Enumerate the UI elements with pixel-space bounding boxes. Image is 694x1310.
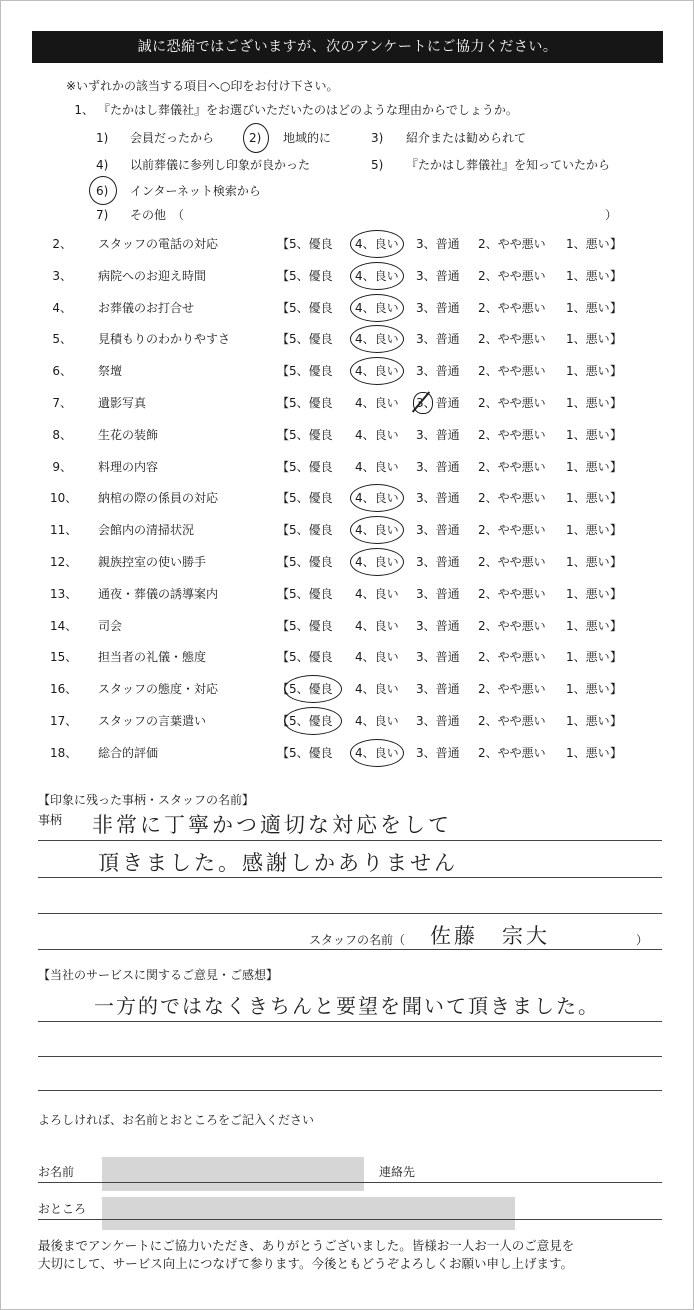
rating-good-label: 4、良い (355, 237, 399, 251)
rating-average-label: 3、普通 (416, 364, 460, 378)
impression-line-1 (38, 840, 662, 841)
rating-average-label: 3、普通 (416, 650, 460, 664)
rating-selected-circle (350, 357, 404, 385)
rating-bad-label: 1、悪い (566, 619, 610, 633)
rating-bracket-close: 】 (610, 555, 623, 569)
q1-option-2-label: 地域的に (283, 131, 332, 145)
rating-average-label: 3、普通 (416, 460, 460, 474)
rating-selected-circle (350, 484, 404, 512)
rating-bracket-open: 【 (277, 682, 290, 696)
rating-bracket-open: 【 (277, 364, 290, 378)
staff-name-close: ） (636, 933, 649, 947)
rating-average-label: 3、普通 (416, 714, 460, 728)
rating-bracket-close: 】 (610, 460, 623, 474)
rating-row-label: スタッフの言葉遣い (98, 714, 207, 728)
rating-excellent-label: 5、優良 (289, 619, 333, 633)
contact-prompt: よろしければ、お名前とおところをご記入ください (38, 1113, 315, 1127)
rating-row-number: 11、 (50, 523, 78, 537)
rating-bracket-close: 】 (610, 619, 623, 633)
rating-somewhat-bad-label: 2、やや悪い (478, 269, 546, 283)
address-underline (38, 1219, 662, 1220)
rating-good-label: 4、良い (355, 714, 399, 728)
rating-row-number: 8、 (52, 428, 72, 442)
rating-bracket-open: 【 (277, 587, 290, 601)
q1-option-7-num: 7) (96, 208, 109, 222)
name-field-redacted (102, 1157, 364, 1191)
rating-average-label: 3、普通 (416, 523, 460, 537)
q1-option-4-label: 以前葬儀に参列し印象が良かった (130, 158, 311, 172)
rating-good-label: 4、良い (355, 269, 399, 283)
rating-somewhat-bad-label: 2、やや悪い (478, 301, 546, 315)
rating-excellent-label: 5、優良 (289, 237, 333, 251)
rating-row-label: 司会 (98, 619, 123, 633)
rating-bad-label: 1、悪い (566, 396, 610, 410)
phone-label: 連絡先 (379, 1165, 416, 1179)
impression-line-3 (38, 913, 662, 914)
impression-line-2 (38, 877, 662, 878)
q1-option-3-num: 3) (371, 131, 384, 145)
rating-row-label: 総合的評価 (98, 746, 159, 760)
rating-row-number: 14、 (50, 619, 78, 633)
rating-bracket-close: 】 (610, 301, 623, 315)
rating-bad-label: 1、悪い (566, 650, 610, 664)
rating-bad-label: 1、悪い (566, 301, 610, 315)
rating-somewhat-bad-label: 2、やや悪い (478, 237, 546, 251)
rating-excellent-label: 5、優良 (289, 332, 333, 346)
rating-bad-label: 1、悪い (566, 523, 610, 537)
rating-average-label: 3、普通 (416, 746, 460, 760)
rating-somewhat-bad-label: 2、やや悪い (478, 428, 546, 442)
rating-bracket-open: 【 (277, 619, 290, 633)
rating-selected-circle (350, 548, 404, 576)
rating-somewhat-bad-label: 2、やや悪い (478, 460, 546, 474)
rating-bracket-open: 【 (277, 428, 290, 442)
rating-good-label: 4、良い (355, 396, 399, 410)
rating-row-number: 3、 (52, 269, 72, 283)
impression-handwriting-2: 頂きました。感謝しかありません (98, 851, 458, 875)
rating-average-label: 3、普通 (416, 269, 460, 283)
rating-somewhat-bad-label: 2、やや悪い (478, 587, 546, 601)
impression-label: 事柄 (38, 813, 63, 827)
rating-average-label: 3、普通 (416, 682, 460, 696)
name-label: お名前 (38, 1165, 75, 1179)
rating-somewhat-bad-label: 2、やや悪い (478, 332, 546, 346)
staff-name-label: スタッフの名前（ (309, 933, 406, 947)
rating-bracket-close: 】 (610, 269, 623, 283)
opinion-line-1 (38, 1021, 662, 1022)
opinion-title: 【当社のサービスに関するご意見・ご感想】 (38, 968, 279, 982)
rating-selected-circle (350, 516, 404, 544)
rating-row-number: 2、 (52, 237, 72, 251)
rating-bracket-close: 】 (610, 714, 623, 728)
rating-good-label: 4、良い (355, 491, 399, 505)
rating-row-number: 4、 (52, 301, 72, 315)
rating-somewhat-bad-label: 2、やや悪い (478, 523, 546, 537)
instruction-note: ※いずれかの該当する項目へ○印をお付け下さい。 (66, 79, 339, 93)
rating-good-label: 4、良い (355, 587, 399, 601)
rating-row-number: 9、 (52, 460, 72, 474)
rating-bracket-open: 【 (277, 746, 290, 760)
rating-excellent-label: 5、優良 (289, 491, 333, 505)
rating-bad-label: 1、悪い (566, 237, 610, 251)
address-label: おところ (38, 1202, 87, 1216)
rating-bad-label: 1、悪い (566, 364, 610, 378)
opinion-line-3 (38, 1090, 662, 1091)
rating-bracket-open: 【 (277, 237, 290, 251)
q1-option-5-label: 『たかはし葬儀社』を知っていたから (406, 158, 611, 172)
rating-bracket-close: 】 (610, 650, 623, 664)
rating-average-label: 3、普通 (416, 428, 460, 442)
rating-excellent-label: 5、優良 (289, 364, 333, 378)
rating-excellent-label: 5、優良 (289, 682, 333, 696)
rating-somewhat-bad-label: 2、やや悪い (478, 364, 546, 378)
rating-row-number: 15、 (50, 650, 78, 664)
q1-option-6-label: インターネット検索から (130, 184, 261, 198)
rating-row-number: 17、 (50, 714, 78, 728)
rating-average-label: 3、普通 (416, 301, 460, 315)
rating-good-label: 4、良い (355, 523, 399, 537)
rating-excellent-label: 5、優良 (289, 587, 333, 601)
staff-name-handwriting: 佐藤 宗大 (430, 924, 550, 948)
rating-good-label: 4、良い (355, 364, 399, 378)
rating-bracket-close: 】 (610, 396, 623, 410)
rating-excellent-label: 5、優良 (289, 460, 333, 474)
rating-excellent-label: 5、優良 (289, 650, 333, 664)
rating-row-label: 担当者の礼儀・態度 (98, 650, 207, 664)
rating-average-label: 3、普通 (416, 555, 460, 569)
rating-selected-circle (350, 739, 404, 767)
rating-bracket-close: 】 (610, 682, 623, 696)
rating-bracket-open: 【 (277, 301, 290, 315)
rating-row-label: 生花の装飾 (98, 428, 159, 442)
q1-option-6-circle (89, 176, 117, 205)
rating-bracket-close: 】 (610, 364, 623, 378)
q1-option-2-circle (243, 123, 269, 153)
q1-option-4-num: 4) (96, 158, 109, 172)
rating-row-label: 病院へのお迎え時間 (98, 269, 207, 283)
rating-bracket-close: 】 (610, 587, 623, 601)
rating-bracket-open: 【 (277, 460, 290, 474)
q1-option-1-label: 会員だったから (130, 131, 215, 145)
rating-excellent-label: 5、優良 (289, 714, 333, 728)
q1-option-6-num: 6) (96, 184, 109, 198)
rating-row-number: 10、 (50, 491, 78, 505)
rating-somewhat-bad-label: 2、やや悪い (478, 555, 546, 569)
rating-good-label: 4、良い (355, 332, 399, 346)
q1-option-2-num: 2) (249, 131, 262, 145)
rating-excellent-label: 5、優良 (289, 746, 333, 760)
rating-average-label: 3、普通 (416, 332, 460, 346)
rating-good-label: 4、良い (355, 746, 399, 760)
rating-good-label: 4、良い (355, 428, 399, 442)
rating-excellent-label: 5、優良 (289, 555, 333, 569)
rating-scribble-mark (413, 392, 433, 414)
rating-bad-label: 1、悪い (566, 491, 610, 505)
q1-option-5-num: 5) (371, 158, 384, 172)
q1-option-3-label: 紹介または勧められて (406, 131, 527, 145)
rating-somewhat-bad-label: 2、やや悪い (478, 746, 546, 760)
rating-average-label: 3、普通 (416, 396, 460, 410)
opinion-line-2 (38, 1056, 662, 1057)
rating-bracket-open: 【 (277, 714, 290, 728)
rating-excellent-label: 5、優良 (289, 269, 333, 283)
rating-good-label: 4、良い (355, 619, 399, 633)
rating-row-label: 通夜・葬儀の誘導案内 (98, 587, 219, 601)
rating-bracket-open: 【 (277, 269, 290, 283)
rating-bracket-close: 】 (610, 523, 623, 537)
rating-somewhat-bad-label: 2、やや悪い (478, 619, 546, 633)
rating-row-label: スタッフの態度・対応 (98, 682, 219, 696)
rating-bracket-open: 【 (277, 332, 290, 346)
rating-row-label: 祭壇 (98, 364, 123, 378)
rating-row-number: 7、 (52, 396, 72, 410)
footer-line-1: 最後までアンケートにご協力いただき、ありがとうございました。皆様お一人お一人のご意見を (38, 1238, 575, 1253)
rating-average-label: 3、普通 (416, 237, 460, 251)
rating-good-label: 4、良い (355, 650, 399, 664)
opinion-handwriting: 一方的ではなくきちんと要望を聞いて頂きました。 (94, 994, 600, 1018)
q1-option-7-close: ） (605, 208, 618, 222)
q1-text: 『たかはし葬儀社』をお選びいただいたのはどのような理由からでしょうか。 (98, 103, 518, 117)
rating-excellent-label: 5、優良 (289, 428, 333, 442)
rating-bad-label: 1、悪い (566, 460, 610, 474)
rating-average-label: 3、普通 (416, 619, 460, 633)
rating-row-label: スタッフの電話の対応 (98, 237, 219, 251)
rating-good-label: 4、良い (355, 460, 399, 474)
address-field-redacted (102, 1197, 515, 1230)
rating-somewhat-bad-label: 2、やや悪い (478, 682, 546, 696)
rating-somewhat-bad-label: 2、やや悪い (478, 491, 546, 505)
rating-good-label: 4、良い (355, 555, 399, 569)
rating-good-label: 4、良い (355, 301, 399, 315)
rating-bad-label: 1、悪い (566, 746, 610, 760)
rating-selected-circle (350, 262, 404, 290)
rating-bad-label: 1、悪い (566, 682, 610, 696)
impression-line-4 (38, 949, 662, 950)
rating-somewhat-bad-label: 2、やや悪い (478, 396, 546, 410)
rating-row-label: 親族控室の使い勝手 (98, 555, 207, 569)
q1-option-1-num: 1) (96, 131, 109, 145)
rating-row-label: お葬儀のお打合せ (98, 301, 195, 315)
rating-row-number: 16、 (50, 682, 78, 696)
impression-title: 【印象に残った事柄・スタッフの名前】 (38, 793, 255, 807)
rating-bracket-close: 】 (610, 491, 623, 505)
rating-average-label: 3、普通 (416, 587, 460, 601)
rating-row-label: 料理の内容 (98, 460, 159, 474)
rating-excellent-label: 5、優良 (289, 523, 333, 537)
rating-row-label: 遺影写真 (98, 396, 147, 410)
rating-bracket-open: 【 (277, 396, 290, 410)
rating-row-label: 見積もりのわかりやすさ (98, 332, 231, 346)
q1-number: 1、 (74, 103, 94, 117)
rating-selected-circle (350, 325, 404, 353)
rating-excellent-label: 5、優良 (289, 301, 333, 315)
rating-bad-label: 1、悪い (566, 332, 610, 346)
rating-good-label: 4、良い (355, 682, 399, 696)
rating-row-number: 12、 (50, 555, 78, 569)
rating-bad-label: 1、悪い (566, 428, 610, 442)
rating-bad-label: 1、悪い (566, 269, 610, 283)
rating-bracket-close: 】 (610, 237, 623, 251)
rating-bracket-open: 【 (277, 555, 290, 569)
rating-somewhat-bad-label: 2、やや悪い (478, 650, 546, 664)
q1-option-7-label: その他 （ (130, 208, 185, 222)
rating-row-label: 納棺の際の係員の対応 (98, 491, 219, 505)
rating-row-number: 13、 (50, 587, 78, 601)
rating-average-label: 3、普通 (416, 491, 460, 505)
rating-excellent-label: 5、優良 (289, 396, 333, 410)
rating-bracket-close: 】 (610, 428, 623, 442)
rating-selected-circle (284, 675, 342, 703)
rating-bracket-open: 【 (277, 523, 290, 537)
rating-bad-label: 1、悪い (566, 587, 610, 601)
rating-bracket-close: 】 (610, 746, 623, 760)
rating-bracket-open: 【 (277, 650, 290, 664)
rating-bad-label: 1、悪い (566, 555, 610, 569)
rating-selected-circle (350, 294, 404, 322)
rating-row-number: 5、 (52, 332, 72, 346)
footer-line-2: 大切にして、サービス向上につなげて参ります。今後ともどうぞよろしくお願い申し上げます。 (38, 1256, 574, 1271)
name-underline (38, 1182, 662, 1183)
impression-handwriting-1: 非常に丁寧かつ適切な対応をして (92, 813, 452, 837)
rating-somewhat-bad-label: 2、やや悪い (478, 714, 546, 728)
rating-selected-circle (350, 230, 404, 258)
rating-bad-label: 1、悪い (566, 714, 610, 728)
survey-header: 誠に恐縮ではございますが、次のアンケートにご協力ください。 (32, 31, 663, 63)
rating-bracket-close: 】 (610, 332, 623, 346)
rating-row-number: 6、 (52, 364, 72, 378)
rating-row-label: 会館内の清掃状況 (98, 523, 195, 537)
rating-selected-circle (284, 707, 342, 735)
rating-bracket-open: 【 (277, 491, 290, 505)
rating-row-number: 18、 (50, 746, 78, 760)
